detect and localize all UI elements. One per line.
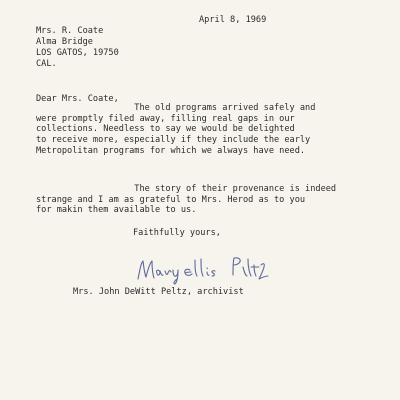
signer-name: Mrs. John DeWitt Peltz, archivist xyxy=(73,287,244,297)
paragraph-1-line: The old programs arrived safely and xyxy=(36,103,316,113)
closing: Faithfully yours, xyxy=(133,228,221,238)
paragraph-2-line: The story of their provenance is indeed xyxy=(36,184,337,194)
salutation: Dear Mrs. Coate, xyxy=(36,94,119,104)
paragraph-1-line: were promptly filed away, filling real gaps in our xyxy=(36,114,295,124)
paragraph-1-line: to receive more, especially if they include the early xyxy=(36,135,311,145)
letter-date: April 8, 1969 xyxy=(199,15,267,25)
paragraph-2-line: strange and I am as grateful to Mrs. Herod as to you xyxy=(36,195,306,205)
paragraph-1-line: Metropolitan programs for which we always have need. xyxy=(36,146,306,156)
recipient-name: Mrs. R. Coate xyxy=(36,26,104,36)
paragraph-1 xyxy=(36,103,316,173)
recipient-city: LOS GATOS, 19750 xyxy=(36,48,119,58)
recipient-street: Alma Bridge xyxy=(36,37,93,47)
paragraph-1-line: collections. Needless to say we would be delighted xyxy=(36,124,295,134)
recipient-state: CAL. xyxy=(36,59,57,69)
paragraph-2-line: for makin them available to us. xyxy=(36,205,197,215)
handwritten-signature xyxy=(135,255,280,285)
